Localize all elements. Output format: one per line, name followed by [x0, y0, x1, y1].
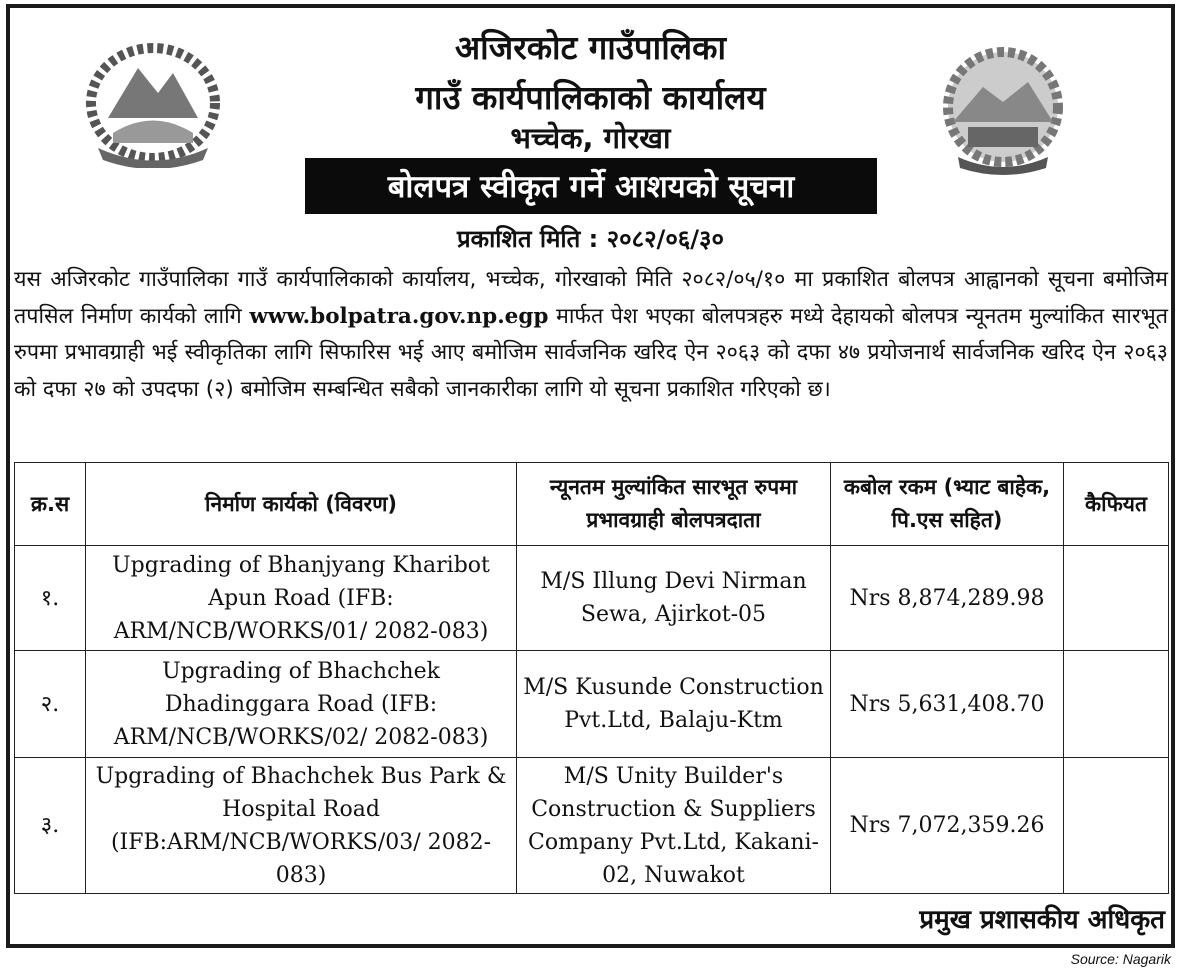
cell-bidder: M/S Kusunde Construction Pvt.Ltd, Balaju-Ktm [517, 651, 831, 758]
header-sn: क्र.स [15, 463, 86, 546]
cell-sn: ३. [15, 758, 86, 894]
office-address: भच्चेक, गोरखा [510, 121, 671, 155]
cell-bidder: M/S Unity Builder's Construction & Suppliers Company Pvt.Ltd, Kakani-02, Nuwakot [517, 758, 831, 894]
signature: प्रमुख प्रशासकीय अधिकृत [919, 905, 1165, 935]
cell-remarks [1064, 546, 1169, 651]
body-text: मार्फत पेश भएका बोलपत्रहरु मध्ये देहायको बोलपत्र न्यूनतम मुल्यांकित सारभूत रुपमा प्रभावग्राही भई स्वीकृतिका लागि सिफारिस भई आए बमोजिम सार्वजनिक खरिद ऐन २०६३ को दफा ४७ प्रयोजनार्थ सार्वजनिक खरिद ऐन २०६३ को दफा २७ को उपदफा (२) बमोजिम सम्बन्धित सबैको जानकारीका लागि यो सूचना प्रकाशित गरिएको छ। [14, 303, 1169, 402]
cell-amount: Nrs 5,631,408.70 [831, 651, 1064, 758]
cell-sn: २. [15, 651, 86, 758]
cell-remarks [1064, 651, 1169, 758]
cell-amount: Nrs 8,874,289.98 [831, 546, 1064, 651]
table-row [15, 758, 1169, 894]
source-credit: Source: Nagarik [1070, 951, 1171, 967]
cell-remarks [1064, 758, 1169, 894]
notice-title: बोलपत्र स्वीकृत गर्ने आशयको सूचना [305, 158, 877, 214]
cell-bidder: M/S Illung Devi Nirman Sewa, Ajirkot-05 [517, 546, 831, 651]
notice-body [14, 262, 1168, 408]
cell-work: Upgrading of Bhachchek Dhadinggara Road (IFB: ARM/NCB/WORKS/02/ 2082-083) [86, 651, 517, 758]
table-row [15, 546, 1169, 651]
header-amount: कबोल रकम (भ्याट बाहेक, पि.एस सहित) [831, 463, 1064, 546]
published-date: प्रकाशित मिति : २०८२/०६/३० [456, 225, 725, 253]
table-row [15, 651, 1169, 758]
body-text: यस अजिरकोट गाउँपालिका गाउँ कार्यपालिकाको कार्यालय, भच्चेक, गोरखाको मिति २०८२/०५/१० मा प्रकाशित बोलपत्र आह्वानको सूचना बमोजिम तपसिल निर्माण कार्यको लागि [14, 267, 1168, 329]
table-header-row [15, 463, 1169, 546]
cell-work: Upgrading of Bhanjyang Kharibot Apun Road (IFB: ARM/NCB/WORKS/01/ 2082-083) [86, 546, 517, 651]
header-remarks: कैफियत [1064, 463, 1169, 546]
org-name: अजिरकोट गाउँपालिका [454, 28, 727, 67]
header-work: निर्माण कार्यको (विवरण) [86, 463, 517, 546]
cell-sn: १. [15, 546, 86, 651]
bid-table [14, 462, 1169, 894]
header-bidder: न्यूनतम मुल्यांकित सारभूत रुपमा प्रभावग्राही बोलपत्रदाता [517, 463, 831, 546]
office-name: गाउँ कार्यपालिकाको कार्यालय [415, 78, 766, 117]
bolpatra-link[interactable]: www.bolpatra.gov.np.egp [249, 303, 549, 329]
cell-amount: Nrs 7,072,359.26 [831, 758, 1064, 894]
cell-work: Upgrading of Bhachchek Bus Park & Hospital Road (IFB:ARM/NCB/WORKS/03/ 2082-083) [86, 758, 517, 894]
